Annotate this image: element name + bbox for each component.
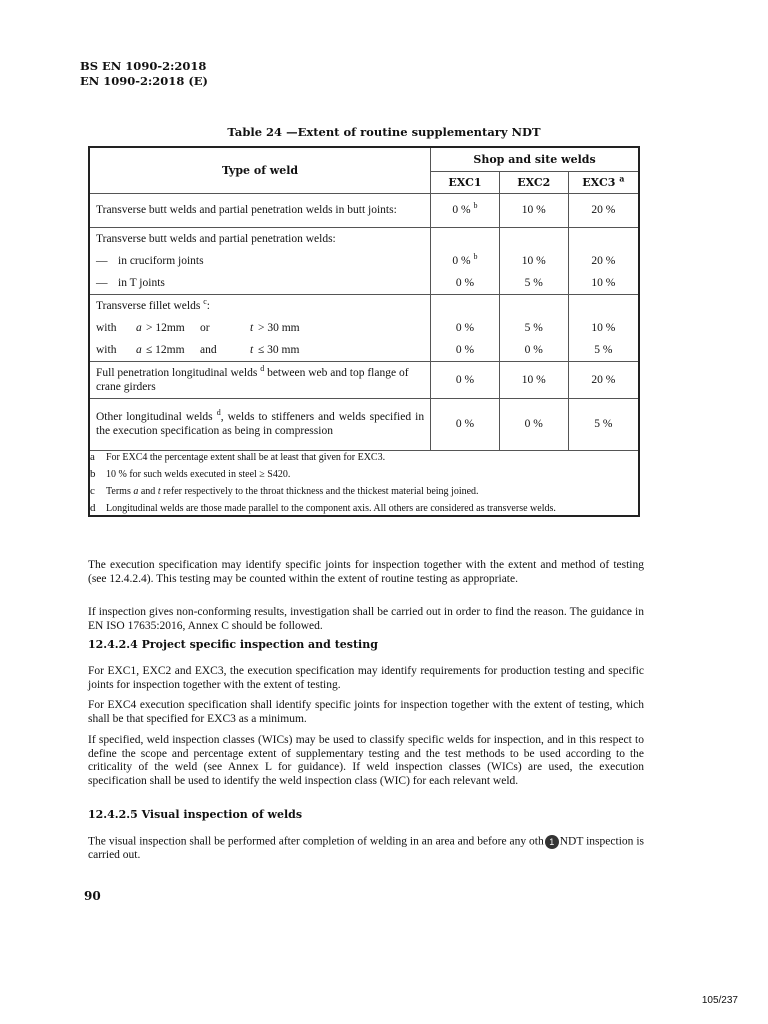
footnote-c: c Terms a and t refer respectively to the throat thickness and the thickest material being joined.	[90, 484, 479, 497]
cell-exc1: 0 % 0 %	[431, 294, 500, 361]
cell-exc2: 10 %	[499, 361, 568, 398]
cell-exc1: 0 % $^b$	[431, 193, 500, 227]
col-header-exc2: EXC2	[499, 171, 568, 193]
cell-exc2: 0 %	[499, 398, 568, 450]
table-row	[89, 294, 639, 361]
row-text: Full penetration longitudinal welds $^d$ between web and top flange of crane girders	[89, 361, 431, 398]
col-header-shop-site: Shop and site welds	[431, 147, 639, 171]
section-heading: 12.4.2.5 Visual inspection of welds	[88, 808, 303, 821]
row-text: Other longitudinal welds $^d$, welds to stiffeners and welds specified in the execution specification as being in compression	[89, 398, 431, 450]
table-caption: Table 24 —Extent of routine supplementary NDT	[227, 125, 541, 139]
row-text: Transverse butt welds and partial penetration welds: — in cruciform joints — in T joints	[89, 227, 431, 294]
paragraph: The execution specification may identify specific joints for inspection together with the extent and method of testing (see 12.4.2.4). This testing may be counted within the extent of routine testing as appropriate.	[88, 559, 644, 585]
cell-exc1: 0 %	[431, 361, 500, 398]
section-heading: 12.4.2.4 Project specific inspection and testing	[88, 638, 378, 651]
row-text: Transverse butt welds and partial penetration welds in butt joints:	[89, 193, 431, 227]
page-number: 90	[84, 889, 101, 903]
cell-exc3: 20 % 10 %	[568, 227, 639, 294]
table-row	[89, 193, 639, 227]
col-header-type-of-weld: Type of weld	[89, 147, 431, 193]
cell-exc1: 0 % $^b$ 0 %	[431, 227, 500, 294]
cell-exc2: 10 %	[499, 193, 568, 227]
footnote-a: a For EXC4 the percentage extent shall be at least that given for EXC3.	[90, 450, 386, 463]
row-text: Transverse fillet welds $^c$: with a > 12mm or t > 30 mm with a ≤ 12mm and t ≤ 30 mm	[89, 294, 431, 361]
annotation-badge-icon[interactable]: 1	[545, 835, 559, 849]
paragraph: For EXC4 execution specification shall identify specific joints for inspection together with the extent of testing, which shall be that specified for EXC3 as a minimum.	[88, 699, 644, 725]
cell-exc3: 20 %	[568, 193, 639, 227]
cell-exc2: 5 % 0 %	[499, 294, 568, 361]
cell-exc3: 10 % 5 %	[568, 294, 639, 361]
table-row	[89, 361, 639, 398]
footnote-b: b 10 % for such welds executed in steel ≥ S420.	[90, 467, 291, 480]
paragraph: The visual inspection shall be performed after completion of welding in an area and before any oth 1 NDT inspection is carried out.	[88, 835, 644, 862]
col-header-exc1: EXC1	[431, 171, 500, 193]
cell-exc3: 20 %	[568, 361, 639, 398]
cell-exc2: 10 % 5 %	[499, 227, 568, 294]
table-footnotes	[89, 450, 639, 516]
paragraph: If specified, weld inspection classes (WICs) may be used to classify specific welds for inspection, and in this respect to define the scope and percentage extent of supplementary testing and the test methods to be used according to the criticality of the weld (see Annex L for guidance). If weld inspection classes (WICs) are used, the execution specification shall be used to identify the weld inspection class (WIC) for each relevant weld.	[88, 734, 644, 787]
ndt-extent-table	[88, 146, 640, 517]
table-row	[89, 398, 639, 450]
document-header	[80, 59, 208, 89]
col-header-exc3: EXC3 $^a$	[568, 171, 639, 193]
page-counter: 105/237	[701, 995, 738, 1006]
paragraph: If inspection gives non-conforming results, investigation shall be carried out in order to find the reason. The guidance in EN ISO 17635:2016, Annex C should be followed.	[88, 606, 644, 632]
cell-exc1: 0 %	[431, 398, 500, 450]
standard-number: BS EN 1090-2:2018	[80, 59, 207, 73]
standard-edition: EN 1090-2:2018 (E)	[80, 74, 208, 88]
footnote-d: d Longitudinal welds are those made parallel to the component axis. All others are considered as transverse welds.	[90, 501, 556, 514]
cell-exc3: 5 %	[568, 398, 639, 450]
table-row	[89, 227, 639, 294]
paragraph: For EXC1, EXC2 and EXC3, the execution specification may identify requirements for production testing and specific joints for inspection together with the extent of testing.	[88, 665, 644, 691]
